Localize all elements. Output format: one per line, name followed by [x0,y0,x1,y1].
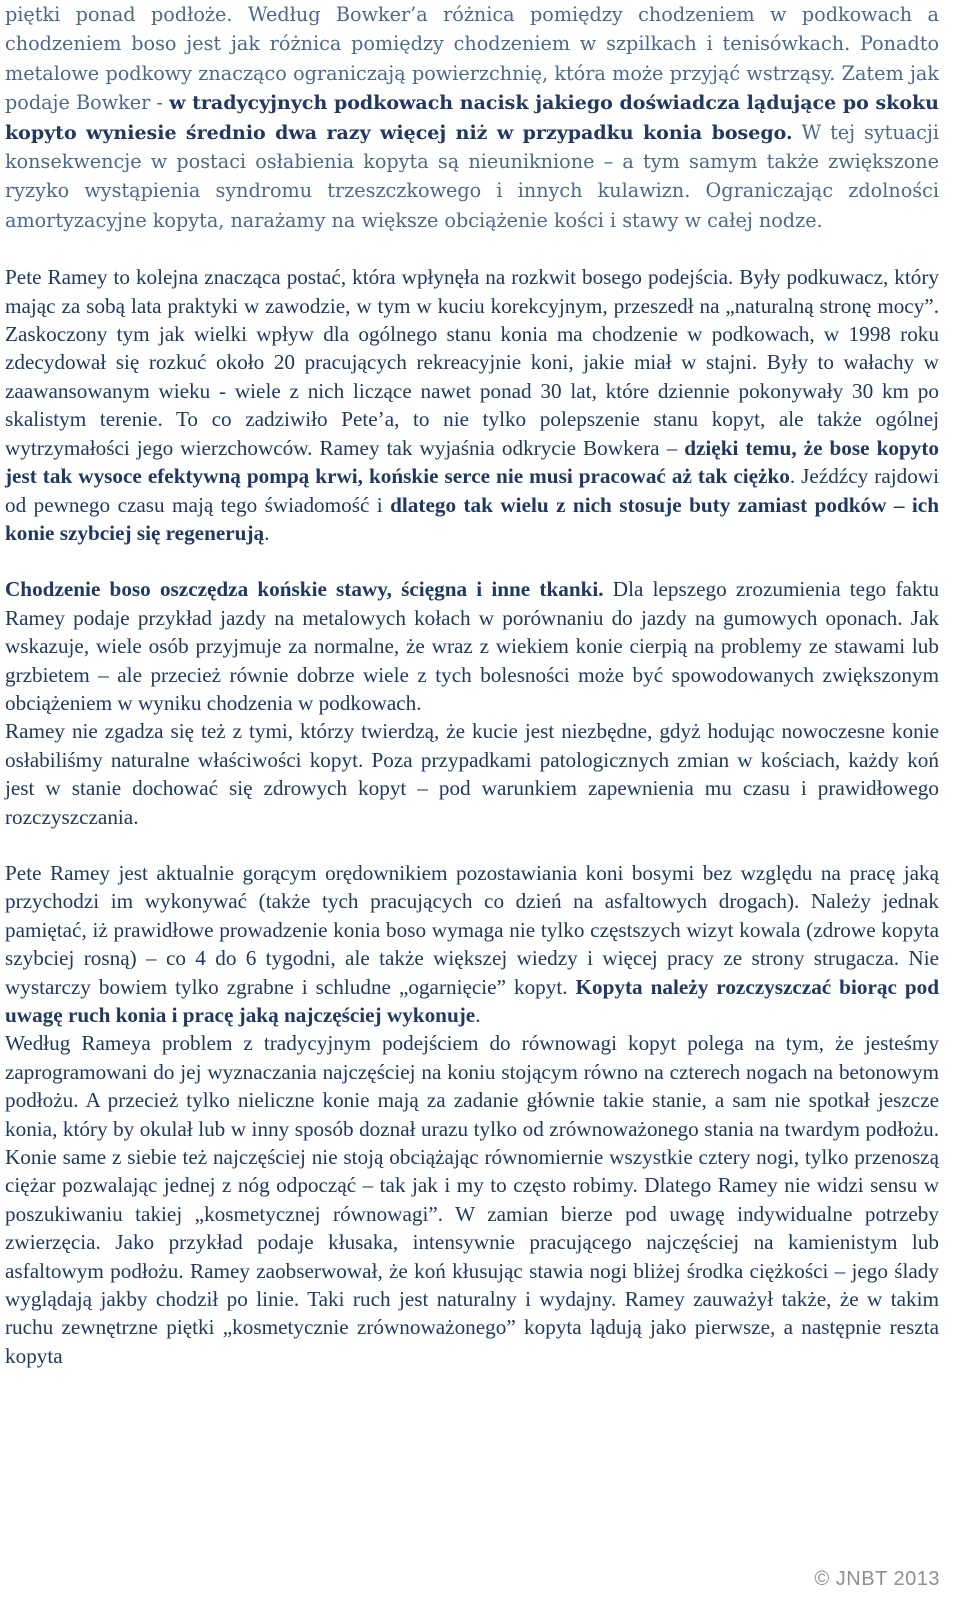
document-page [5,0,939,1370]
text-span: W tej sytuacji konsekwencje w postaci osłabienia kopyta są nieuniknione – a tym samym także zwiększone ryzyko wystąpienia syndromu trzeszczkowego i innych kulawizn. [5,120,940,203]
text-span: . [475,1003,481,1027]
text-span: Pete Ramey jest aktualnie gorącym orędownikiem pozostawiania koni bosymi bez względu na pracę jaką przychodzi im wykonywać (także tych pracujących co dzień na asfaltowych drogach). Należy jednak pamiętać, iż prawidłowe prowadzenie konia boso wymaga nie tylko częstszych wizyt kowala (zdrowe kopyta szybciej rosną) – co 4 do 6 tygodni, ale także większej wiedzy i więcej pracy ze strony strugacza. Nie wystarczy bowiem tylko zgrabne i schludne „ogarnięcie” kopyt. [5,860,939,999]
paragraph-balance: Według Rameya problem z tradycyjnym podejściem do równowagi kopyt polega na tym, że jesteśmy zaprogramowani do jej wyznaczania najczęściej na koniu stojącym równo na czterech nogach na betonowym podłożu. A przecież tylko nieliczne konie mają za zadanie głównie takie stanie, a sam nie spotkał jeszcze konia, który by okulał lub w inny sposób doznał urazu tylko od zrównoważonego stania na twardym podłożu. Konie same z siebie też najczęściej nie stoją obciążając równomiernie wszystkie cztery nogi, tylko przenoszą ciężar pozwalając jednej z nóg odpocząć – tak jak i my to często robimy. Dlatego Ramey nie widzi sensu w poszukiwaniu takiej „kosmetycznej równowagi”. W zamian bierze pod uwagę indywidualne potrzeby zwierzęcia. Jako przykład podaje kłusaka, intensywnie pracującego najczęściej na kamienistym lub asfaltowym podłożu. Ramey zaobserwował, że koń kłusując stawia nogi bliżej środka ciężkości – jego ślady wyglądają jakby chodził po linie. Taki ruch jest naturalny i wydajny. Ramey zauważył także, że w takim ruchu zewnętrzne piętki „kosmetycznie zrównoważonego” kopyta lądują jako pierwsze, a następnie reszta kopyta [5,1031,939,1368]
text-span: . Jeźdźcy rajdowi od pewnego czasu mają tego świadomość i [5,464,939,517]
bold-span: w tradycyjnych podkowach nacisk jakiego doświadcza lądujące po skoku kopyto wyniesie średnio dwa razy więcej niż w przypadku konia bosego. [5,92,939,144]
copyright-footer: © JNBT 2013 [814,1568,940,1590]
bold-span: Chodzenie boso oszczędza końskie stawy, ścięgna i inne tkanki. [5,577,604,602]
name-span: Pete Ramey [5,265,108,290]
text-span: Zatem jak podaje Bowker - [5,61,939,115]
paragraph-ramey [5,263,939,547]
bold-span: dlatego tak wielu z nich stosuje buty zamiast podków – ich konie szybciej się regenerują [5,492,939,545]
text-span: Dla lepszego zrozumienia tego faktu Ramey podaje przykład jazdy na metalowych kołach w porównaniu do jazdy na gumowych oponach. Jak wskazuje, wiele osób przyjmuje za normalne, że wraz z wiekiem konie cierpią na problemy ze stawami lub grzbietem – ale przecież równie dobrze wiele z tych bolesności może być spowodowanych zwiększonym obciążeniem w wyniku chodzenia w podkowach. [5,577,939,715]
paragraph-ramey-advocate [5,859,939,1029]
paragraph-barefoot [5,575,939,717]
paragraph-bowker [5,0,939,235]
text-span: . [264,520,270,545]
bold-span: dzięki temu, że bose kopyto jest tak wysoce efektywną pompą krwi, końskie serce nie musi pracować aż tak ciężko [5,435,940,489]
paragraph-ramey-disagrees: Ramey nie zgadza się też z tymi, którzy twierdzą, że kucie jest niezbędne, gdyż hodując nowoczesne konie osłabiliśmy naturalne właściwości kopyt. Poza przypadkami patologicznych zmian w kościach, każdy koń jest w stanie dochować się zdrowych kopyt – pod warunkiem zapewnienia mu czasu i prawidłowego rozczyszczania. [5,719,939,829]
text-span: to kolejna znacząca postać, która wpłynęła na rozkwit bosego podejścia. Były podkuwacz, który mając za sobą lata praktyki w zawodzie, w tym w kuciu korekcyjnym, przeszedł na „naturalną stronę mocy”. Zaskoczony tym jak wielki wpływ dla ogólnego stanu konia ma chodzenie w podkowach, w 1998 roku zdecydował się rozkuć około 20 pracujących rekreacyjnie koni, jakie miał w stajni. Były to wałachy w zaawansowanym wieku - wiele z nich liczące nawet ponad 30 lat, które dziennie pokonywały 30 km po skalistym terenie. To co zadziwiło Pete’a, to nie tylko polepszenie stanu kopyt, ale także ogólnej wytrzymałości jego wierzchowców. Ramey tak wyjaśnia odkrycie Bowkera – [5,265,939,460]
bold-span: Kopyta należy rozczyszczać biorąc pod uwagę ruch konia i pracę jaką najczęściej wykonuje [5,974,940,1027]
text-span: Ograniczając zdolności amortyzacyjne kopyta, narażamy na większe obciążenie kości i stawy w całej nodze. [5,179,940,232]
text-span: piętki ponad podłoże. Według Bowker’a różnica pomiędzy chodzeniem w podkowach a chodzeniem boso jest jak różnica pomiędzy chodzeniem w szpilkach i tenisówkach. Ponadto metalowe podkowy znacząco ograniczają powierzchnię, która może przyjąć wstrząsy. [5,3,939,85]
